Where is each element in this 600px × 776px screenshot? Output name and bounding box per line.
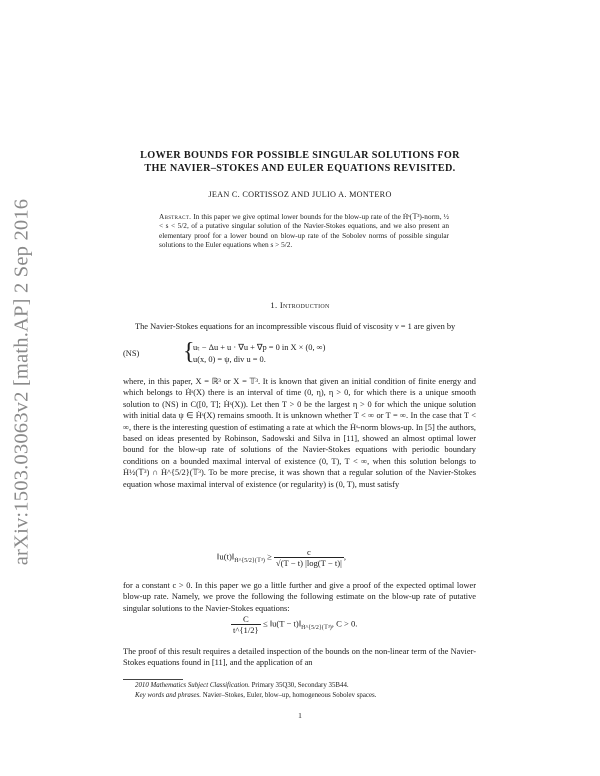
paper-title (100, 149, 500, 175)
arxiv-identifier-stamp: arXiv:1503.03063v2 [math.AP] 2 Sep 2016 (10, 198, 33, 566)
ns-equation-system (193, 342, 325, 365)
eq2-relation: ≤ ‖u(T − t)‖ (262, 618, 302, 629)
ns-equation-line-2: u(x, 0) = ψ, div u = 0. (193, 354, 266, 364)
eq1-norm: ‖u(t)‖ (217, 551, 235, 562)
ns-equation-line-1: uₜ − Δu + u · ∇u + ∇p = 0 in X × (0, ∞) (193, 343, 326, 352)
equation-lower-bound-log (217, 547, 346, 568)
footnote-keywords-label: Key words and phrases. (135, 692, 201, 699)
eq1-subscript: Ḣ^{5/2}(𝕋³) (234, 558, 265, 565)
footnote-msc-text: Primary 35Q30, Secondary 35B44. (251, 682, 349, 689)
paragraph-proof-intro: The proof of this result requires a detailed inspection of the bounds on the non-linear term of the Navier-Stokes equations found in [11], and the application of an (123, 647, 476, 668)
title-line-2: THE NAVIER–STOKES AND EULER EQUATIONS REVISITED. (144, 163, 456, 174)
eq2-numerator: C (231, 614, 261, 625)
title-line-1: LOWER BOUNDS FOR POSSIBLE SINGULAR SOLUTIONS FOR (140, 150, 460, 161)
abstract (159, 212, 449, 249)
paragraph-result: for a constant c > 0. In this paper we go a little further and give a proof of the expected optimal lower blow-up rate. Namely, we prove the following the following estimate on the blow-up rate of putative singular solutions to the Navier-Stokes equations: (123, 581, 476, 613)
eq1-end: , (343, 551, 347, 562)
footnote-msc (123, 681, 476, 690)
section-heading: 1. Introduction (270, 300, 330, 310)
paragraph-intro: The Navier-Stokes equations for an incompressible viscous fluid of viscosity ν = 1 are given by (135, 322, 456, 331)
ns-equation-label: (NS) (123, 349, 140, 358)
eq2-denominator: t^{1/2} (233, 625, 259, 635)
eq1-fraction (274, 547, 347, 568)
page-number: 1 (298, 711, 302, 720)
footnote-msc-label: 2010 Mathematics Subject Classification. (135, 682, 250, 689)
eq2-subscript: Ḣ^{5/2}(𝕋³) (301, 625, 332, 632)
footnote-keywords (123, 691, 476, 700)
ns-system-brace: { (183, 339, 195, 365)
footnote-keywords-text: Navier–Stokes, Euler, blow–up, homogeneous Sobolev spaces. (202, 692, 377, 699)
eq1-relation: ≥ (267, 551, 272, 562)
eq2-fraction (231, 614, 261, 635)
eq1-denominator: √(T − t) |log(T − t)| (275, 558, 342, 568)
eq1-numerator: c (274, 547, 344, 558)
abstract-text: In this paper we give optimal lower bounds for the blow-up rate of the Ḣˢ(𝕋³)-norm, ½ < s < 5/2, of a putative singular solution of the Navier-Stokes equations, and we also present an elementary proof for a lower bound on blow-up rate of the Sobolev norms of possible singular solutions to the Euler equations when s > 5/2. (159, 212, 449, 249)
paragraph-context: where, in this paper, X = ℝ³ or X = 𝕋³. It is known that given an initial condition of finite energy and which belongs to Ḣˢ(X) there is an interval of time (0, η), η > 0, for which there is a unique smooth solution to (NS) in C([0, T]; Ḣˢ(X)). Let then T > 0 be the largest η > 0 for which the unique solution with initial data ψ ∈ Ḣˢ(X) remains smooth. It is unknown whether T < ∞ or T = ∞. In the case that T < ∞, there is the interesting question of estimating a rate at which the Ḣˢ-norm blows-up. In [5] the authors, based on ideas presented by Robinson, Sadowski and Silva in [11], showed an almost optimal lower bound for the blow-up rate of solutions of the Navier-Stokes equations with periodic boundary conditions on a bounded maximal interval of existence (0, T), T < ∞, when this solution belongs to Ḣ½(𝕋³) ∩ Ḣ^{5/2}(𝕋³). To be more precise, it was shown that a regular solution of the Navier-Stokes equation whose maximal interval of existence (or regularity) is (0, T), must satisfy (123, 377, 476, 489)
eq2-tail: , C > 0. (331, 618, 358, 629)
footnote-rule (123, 679, 183, 680)
equation-optimal-bound (231, 614, 357, 635)
author-list: JEAN C. CORTISSOZ AND JULIO A. MONTERO (208, 190, 392, 199)
abstract-label: Abstract. (159, 212, 192, 221)
